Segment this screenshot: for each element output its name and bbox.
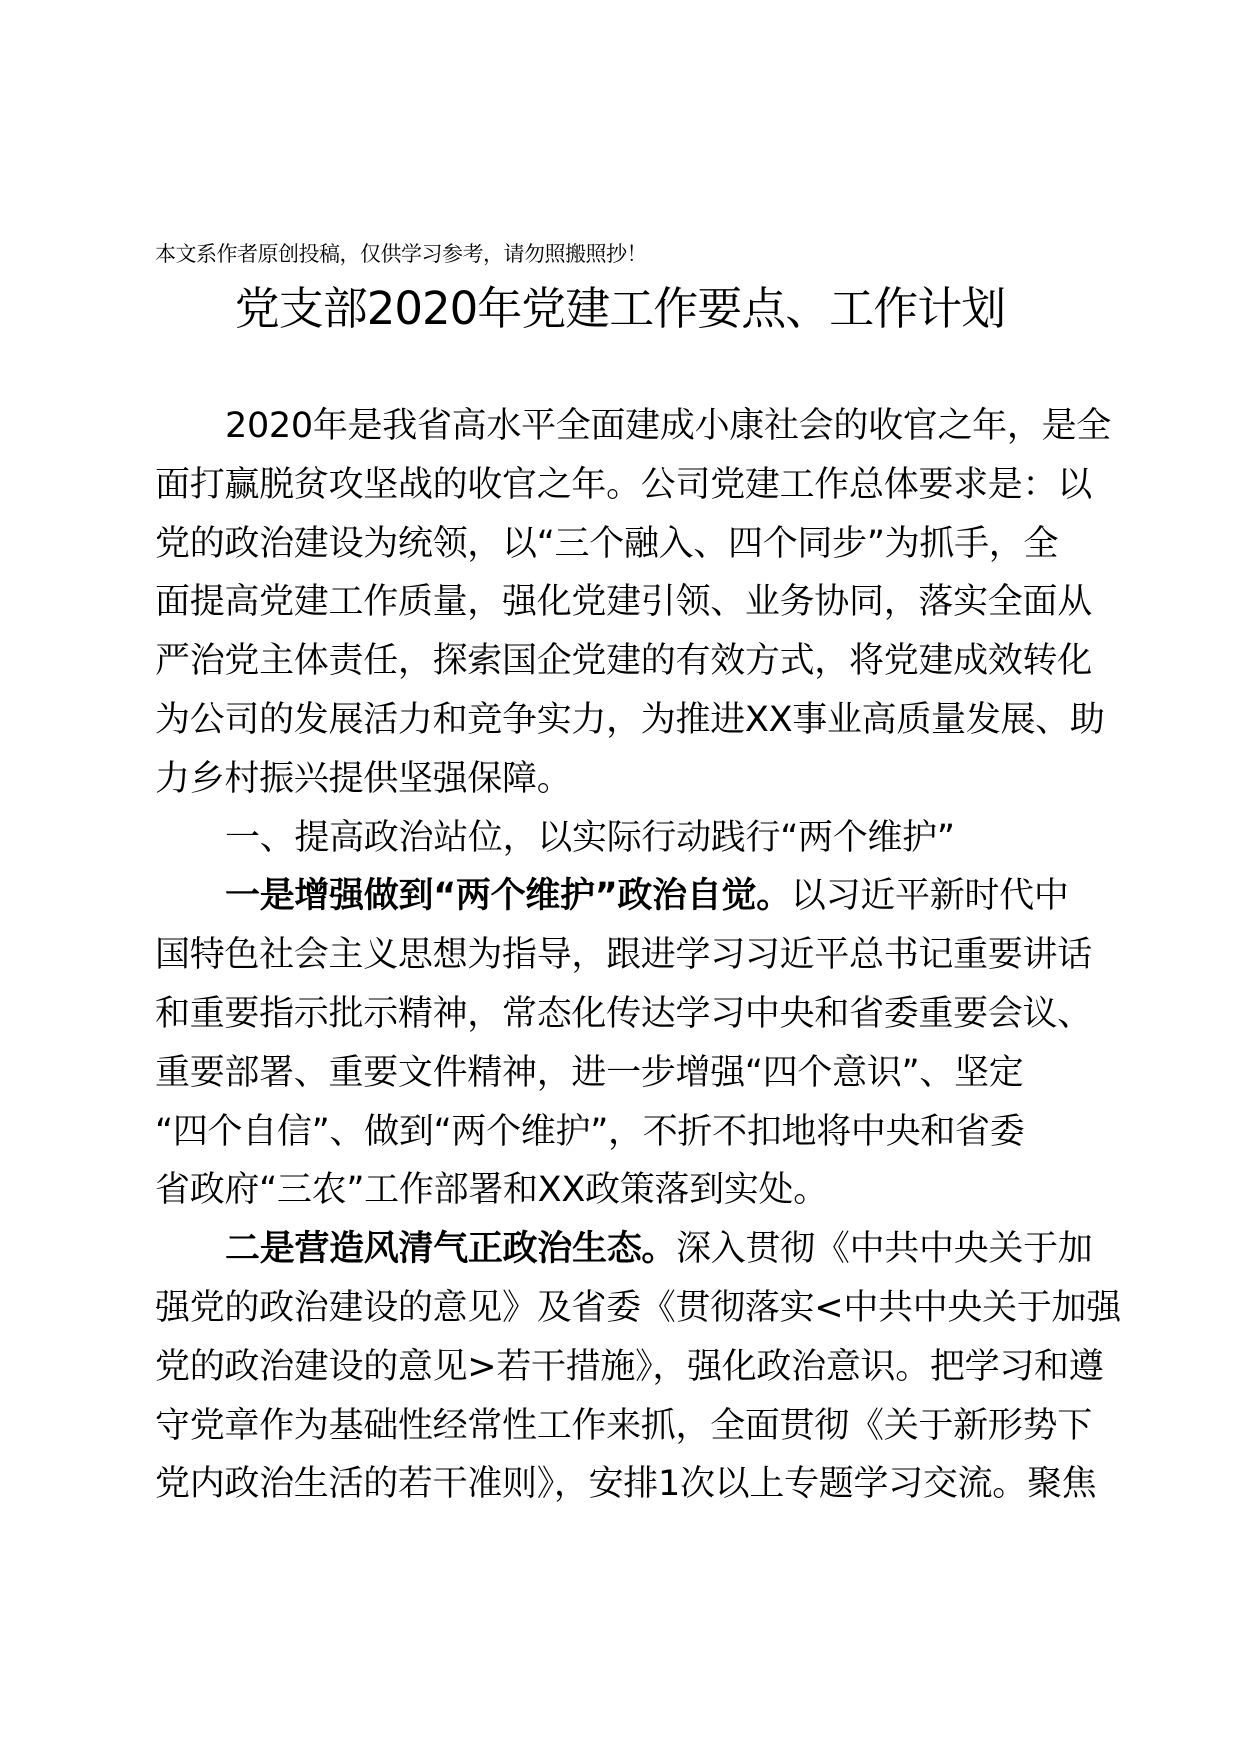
bold-lead-text: 一是增强做到“两个维护”政治自觉。 <box>225 876 791 917</box>
body-text: 重要部署、重要文件精神，进一步增强“四个意识”、坚定 <box>155 1052 1024 1093</box>
paragraph-line <box>155 581 1100 640</box>
paragraph-line <box>155 934 1100 993</box>
paragraph-line <box>155 817 1100 876</box>
paragraph-line <box>155 405 1111 464</box>
paragraph-line <box>155 464 1100 523</box>
document-body <box>155 405 1121 1522</box>
body-text: 强党的政治建设的意见》及省委《贯彻落实<中共中央关于加强 <box>155 1287 1121 1328</box>
body-text: 力乡村振兴提供坚强保障。 <box>155 758 572 799</box>
body-text: 一、提高政治站位，以实际行动践行“两个维护” <box>225 817 955 858</box>
body-text: 严治党主体责任，探索国企党建的有效方式，将党建成效转化 <box>155 641 1092 682</box>
body-text: “四个自信”、做到“两个维护”，不折不扣地将中央和省委 <box>155 1111 1025 1152</box>
body-text: 为公司的发展活力和竞争实力，为推进XX事业高质量发展、助 <box>155 699 1105 740</box>
paragraph-line <box>155 1346 1104 1405</box>
paragraph-line <box>155 1405 1100 1464</box>
document-title: 党支部2020年党建工作要点、工作计划 <box>234 282 1006 335</box>
paragraph-line <box>155 993 1100 1052</box>
paragraph-line <box>155 640 1100 699</box>
body-text: 国特色社会主义思想为指导，跟进学习习近平总书记重要讲话 <box>155 935 1092 976</box>
body-text: 党的政治建设的意见>若干措施》，强化政治意识。把学习和遵 <box>155 1346 1104 1387</box>
bold-lead-text: 二是营造风清气正政治生态。 <box>225 1229 677 1270</box>
body-text: 党内政治生活的若干准则》，安排1次以上专题学习交流。聚焦 <box>155 1464 1097 1505</box>
copyright-notice: 本文系作者原创投稿，仅供学习参考，请勿照搬照抄！ <box>155 242 647 266</box>
paragraph-line <box>155 1228 1100 1287</box>
paragraph-line <box>155 699 1105 758</box>
body-text: 2020年是我省高水平全面建成小康社会的收官之年，是全 <box>225 406 1111 446</box>
body-text: 守党章作为基础性经常性工作来抓，全面贯彻《关于新形势下 <box>155 1405 1092 1446</box>
paragraph-line <box>155 1169 1100 1228</box>
paragraph-line <box>155 1052 1100 1111</box>
body-text: 深入贯彻《中共中央关于加 <box>676 1229 1093 1270</box>
body-text: 面打赢脱贫攻坚战的收官之年。公司党建工作总体要求是：以 <box>155 464 1092 505</box>
paragraph-line <box>155 1111 1100 1170</box>
body-text: 省政府“三农”工作部署和XX政策落到实处。 <box>155 1170 828 1211</box>
paragraph-line <box>155 1463 1100 1522</box>
paragraph-line <box>155 758 1100 817</box>
paragraph-line <box>155 523 1100 582</box>
body-text: 以习近平新时代中 <box>790 876 1069 917</box>
body-text: 和重要指示批示精神，常态化传达学习中央和省委重要会议、 <box>155 993 1092 1034</box>
body-text: 面提高党建工作质量，强化党建引领、业务协同，落实全面从 <box>155 582 1092 623</box>
paragraph-line <box>155 1287 1121 1346</box>
paragraph-line <box>155 875 1100 934</box>
body-text: 党的政治建设为统领，以“三个融入、四个同步”为抓手，全 <box>155 523 1059 564</box>
